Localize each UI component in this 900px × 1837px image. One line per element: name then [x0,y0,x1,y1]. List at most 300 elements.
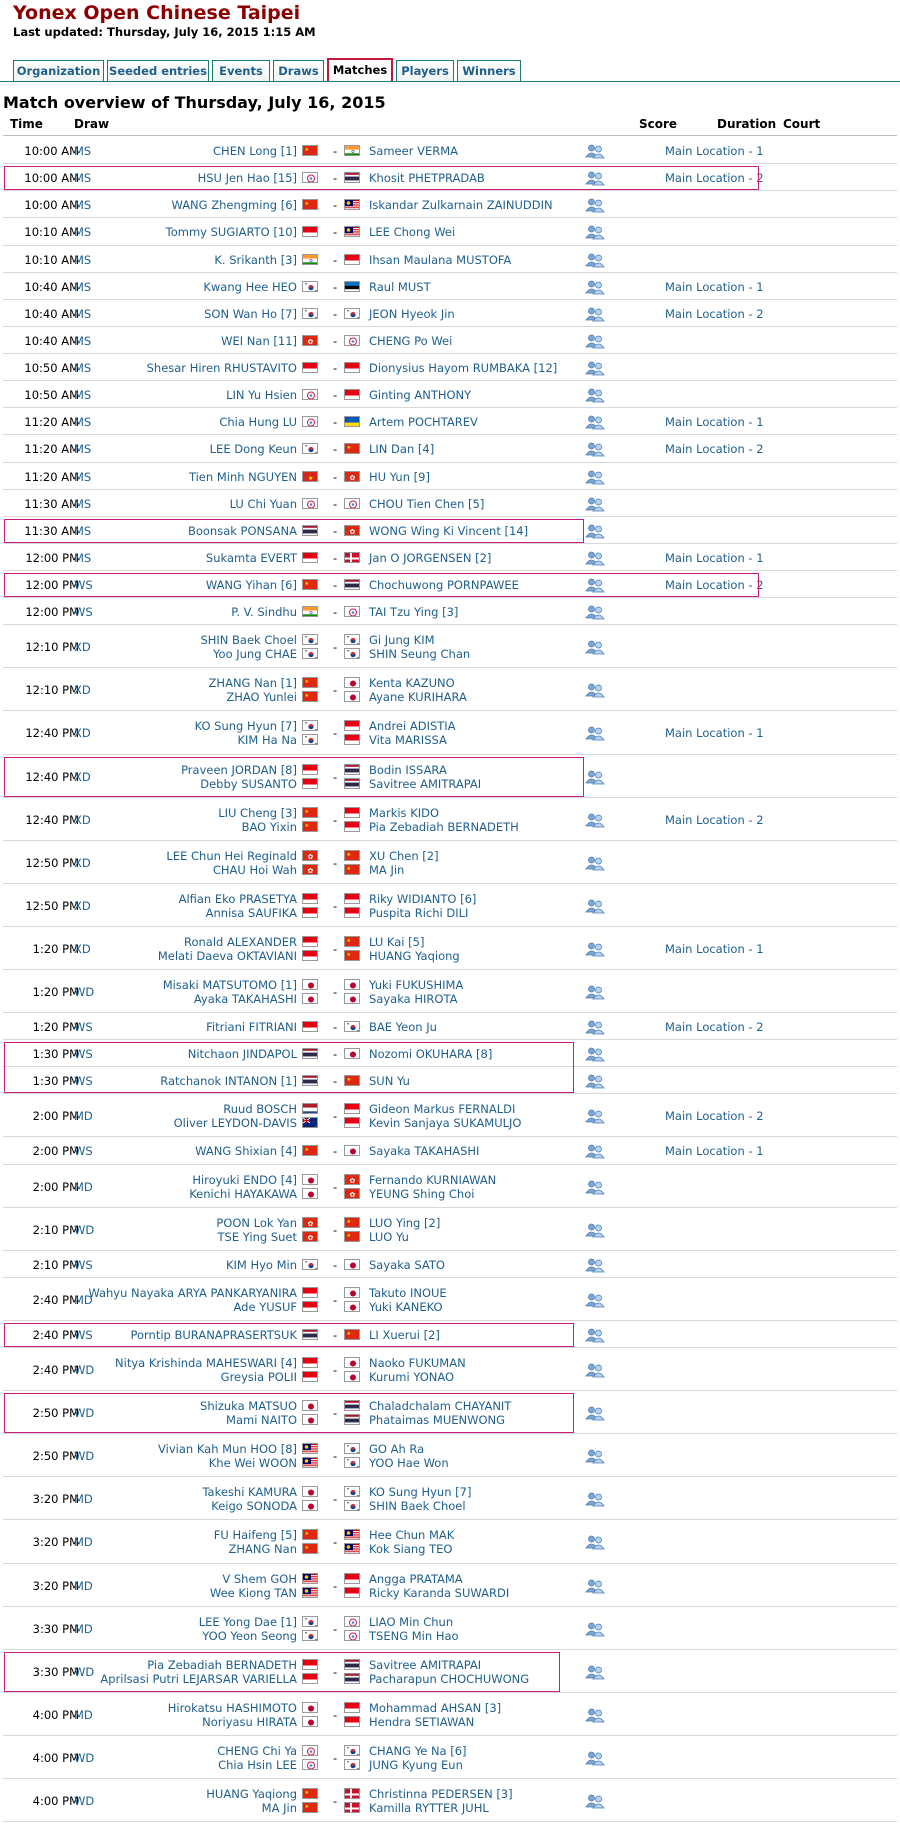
court-link[interactable]: Main Location - 1 [665,726,764,740]
player-2-link[interactable]: Riky WIDIANTO [6] [369,891,477,906]
head-to-head-icon[interactable] [585,1793,605,1809]
kor-flag-icon [344,1745,360,1756]
svg-text:★: ★ [346,1232,351,1239]
head-to-head-icon[interactable] [585,1534,605,1550]
match-row [3,1693,897,1736]
draw-link[interactable]: WD [74,1664,95,1679]
player-1-link[interactable]: Greysia POLII [220,1369,297,1384]
player-1-link[interactable]: Alfian Eko PRASETYA [178,891,297,906]
draw-link[interactable]: MS [74,550,92,565]
head-to-head-icon[interactable] [585,360,605,376]
player-1-link[interactable]: BAO Yixin [241,819,297,834]
draw-link[interactable]: MD [74,1621,93,1636]
player-1-link[interactable]: YOO Yeon Seong [202,1628,297,1643]
head-to-head-icon[interactable] [585,1664,605,1680]
head-to-head-icon[interactable] [585,898,605,914]
player-2-link[interactable]: SUN Yu [369,1073,410,1088]
court-link[interactable]: Main Location - 2 [665,577,764,592]
player-2-link[interactable]: Raul MUST [369,279,431,294]
versus-dash: - [333,855,338,870]
svg-text:★: ★ [304,1545,309,1551]
player-2-link[interactable]: Khosit PHETPRADAB [369,170,485,185]
draw-link[interactable]: XD [74,769,91,784]
player-1-link[interactable]: Ade YUSUF [233,1299,297,1314]
player-1-link[interactable]: SON Wan Ho [7] [204,306,297,321]
match-row [3,1736,897,1779]
player-2-link[interactable]: YEUNG Shing Choi [369,1186,475,1201]
player-2-link[interactable]: SHIN Baek Choel [369,1498,466,1513]
svg-text:✿: ✿ [349,1176,356,1185]
court-link[interactable]: Main Location - 1 [665,279,764,294]
player-2-link[interactable]: Nozomi OKUHARA [8] [369,1046,493,1061]
player-2-link[interactable]: Chochuwong PORNPAWEE [369,577,519,592]
player-1-link[interactable]: Keigo SONODA [211,1498,297,1513]
head-to-head-icon[interactable] [585,306,605,322]
court-link[interactable]: Main Location - 2 [665,1019,764,1034]
svg-text:★: ★ [304,692,309,699]
head-to-head-icon[interactable] [585,387,605,403]
player-1-link[interactable]: LEE Chun Hei Reginald [166,848,297,863]
draw-link[interactable]: WS [74,1073,93,1088]
svg-text:★: ★ [346,1330,351,1337]
match-time: 1:20 PM [32,941,79,956]
chn-flag-icon [344,1217,360,1228]
player-2-link[interactable]: Gideon Markus FERNALDI [369,1101,516,1116]
draw-link[interactable]: MS [74,414,92,429]
head-to-head-icon[interactable] [585,469,605,485]
player-2-link[interactable]: Naoko FUKUMAN [369,1355,466,1370]
draw-link[interactable]: MS [74,496,92,511]
player-2-link[interactable]: Ricky Karanda SUWARDI [369,1585,510,1600]
player-2-link[interactable]: Puspita Richi DILI [369,905,469,920]
player-2-link[interactable]: Sayaka HIROTA [369,991,458,1006]
head-to-head-icon[interactable] [585,1491,605,1507]
player-2-link[interactable]: Hee Chun MAK [369,1528,455,1542]
player-1-link[interactable]: WEI Nan [11] [221,333,297,348]
player-1-link[interactable]: Fitriani FITRIANI [206,1019,297,1034]
player-1-link[interactable]: Boonsak PONSANA [187,523,297,538]
player-1-link[interactable]: Sukamta EVERT [205,550,297,565]
player-2-link[interactable]: Kamilla RYTTER JUHL [369,1800,489,1815]
player-1-link[interactable]: Ayaka TAKAHASHI [193,991,297,1006]
head-to-head-icon[interactable] [585,224,605,240]
player-1-link[interactable]: Wee Kiong TAN [209,1585,297,1600]
player-1-link[interactable]: FU Haifeng [5] [213,1528,297,1542]
court-link[interactable]: Main Location - 2 [665,1108,764,1123]
player-2-link[interactable]: Bodin ISSARA [369,762,447,777]
tab-seeded-entries[interactable]: Seeded entries [107,60,209,81]
player-2-link[interactable]: LIAO Min Chun [369,1614,454,1629]
player-1-link[interactable]: SHIN Baek Choel [200,632,297,647]
player-2-link[interactable]: Hendra SETIAWAN [369,1714,475,1729]
draw-link[interactable]: MD [74,1535,93,1549]
player-1-link[interactable]: KIM Hyo Min [225,1257,297,1272]
head-to-head-icon[interactable] [585,523,605,539]
court-link[interactable]: Main Location - 1 [665,143,764,158]
head-to-head-icon[interactable] [585,279,605,295]
player-1-link[interactable]: Melati Daeva OKTAVIANI [157,948,297,963]
player-2-link[interactable]: Vita MARISSA [369,733,447,747]
player-2-link[interactable]: WONG Wing Ki Vincent [14] [369,523,529,538]
draw-link[interactable]: XD [74,898,91,913]
player-2-link[interactable]: HU Yun [9] [369,469,430,484]
head-to-head-icon[interactable] [585,252,605,268]
jpn-flag-icon [344,1357,360,1368]
player-2-link[interactable]: Ihsan Maulana MUSTOFA [369,252,512,267]
player-1-link[interactable]: ZHAO Yunlei [226,689,297,704]
draw-link[interactable]: XD [74,855,91,870]
player-2-link[interactable]: Ginting ANTHONY [369,387,472,402]
player-2-link[interactable]: Savitree AMITRAPAI [369,1657,482,1672]
player-2-link[interactable]: SHIN Seung Chan [369,646,471,661]
player-2-link[interactable]: Ayane KURIHARA [369,689,467,704]
head-to-head-icon[interactable] [585,1621,605,1637]
player-2-link[interactable]: TAI Tzu Ying [3] [369,604,459,619]
player-2-link[interactable]: CHANG Ye Na [6] [369,1743,467,1758]
draw-link[interactable]: MS [74,252,92,267]
draw-link[interactable]: MS [74,225,92,239]
player-2-link[interactable]: GO Ah Ra [369,1441,425,1456]
player-2-link[interactable]: Christinna PEDERSEN [3] [369,1786,513,1801]
tab-events[interactable]: Events [212,60,270,81]
court-link[interactable]: Main Location - 2 [665,306,764,321]
draw-link[interactable]: MS [74,197,92,212]
draw-link[interactable]: MS [74,523,92,538]
player-2-link[interactable]: LU Kai [5] [369,934,425,949]
match-time: 1:20 PM [32,984,79,999]
head-to-head-icon[interactable] [585,682,605,698]
player-1-link[interactable]: TSE Ying Suet [217,1229,297,1244]
match-row [3,381,897,408]
court-link[interactable]: Main Location - 1 [665,941,764,956]
draw-link[interactable]: XD [74,941,91,956]
head-to-head-icon[interactable] [585,1046,605,1062]
draw-link[interactable]: WS [74,1257,93,1272]
player-2-link[interactable]: LI Xuerui [2] [369,1327,440,1342]
player-1-link[interactable]: Praveen JORDAN [8] [181,762,297,777]
draw-link[interactable]: WD [74,1362,95,1377]
player-1-link[interactable]: Oliver LEYDON-DAVIS [173,1115,297,1130]
head-to-head-icon[interactable] [585,1448,605,1464]
draw-link[interactable]: MS [74,143,92,158]
match-time: 3:30 PM [32,1621,79,1636]
player-2-link[interactable]: Kok Siang TEO [369,1542,453,1556]
player-1-link[interactable]: Ruud BOSCH [223,1101,297,1116]
head-to-head-icon[interactable] [585,1019,605,1035]
player-2-link[interactable]: TSENG Min Hao [369,1628,459,1643]
player-1-link[interactable]: Debby SUSANTO [200,776,297,791]
chn-flag-icon [302,1529,318,1540]
ind-flag-icon [344,145,360,156]
player-2-link[interactable]: Yuki FUKUSHIMA [369,977,464,992]
player-2-link[interactable]: Takuto INOUE [369,1285,447,1300]
player-1-link[interactable]: LIN Yu Hsien [226,387,297,402]
match-time: 12:00 PM [25,550,79,565]
player-1-link[interactable]: CHEN Long [1] [213,143,297,158]
player-1-link[interactable]: ZHANG Nan [228,1542,297,1556]
draw-link[interactable]: WD [74,1793,95,1808]
player-1-link[interactable]: CHENG Chi Ya [217,1743,297,1758]
player-1-link[interactable]: Tommy SUGIARTO [10] [165,225,297,239]
court-link[interactable]: Main Location - 1 [665,414,764,429]
draw-link[interactable]: MS [74,279,92,294]
player-2-link[interactable]: Pacharapun CHOCHUWONG [369,1671,530,1686]
player-2-link[interactable]: Mohammad AHSAN [3] [369,1700,502,1715]
draw-link[interactable]: WD [74,984,95,999]
player-2-link[interactable]: Pia Zebadiah BERNADETH [369,819,519,834]
head-to-head-icon[interactable] [585,941,605,957]
head-to-head-icon[interactable] [585,1292,605,1308]
tab-players[interactable]: Players [396,60,454,81]
player-2-link[interactable]: YOO Hae Won [369,1455,449,1470]
draw-link[interactable]: XD [74,726,91,740]
head-to-head-icon[interactable] [585,496,605,512]
player-2-link[interactable]: LIN Dan [4] [369,442,435,456]
head-to-head-icon[interactable] [585,333,605,349]
hkg-flag-icon [302,1217,318,1228]
player-1-link[interactable]: Nitchaon JINDAPOL [187,1046,297,1061]
court-link[interactable]: Main Location - 2 [665,442,764,456]
draw-link[interactable]: WD [74,1750,95,1765]
draw-link[interactable]: MS [74,170,92,185]
player-1-link[interactable]: ZHANG Nan [1] [208,675,297,690]
court-link[interactable]: Main Location - 1 [665,1144,764,1158]
mas-flag-icon [302,1587,318,1598]
jpn-flag-icon [302,1716,318,1727]
player-1-link[interactable]: Shizuka MATSUO [200,1398,297,1413]
draw-link[interactable]: XD [74,639,91,654]
player-1-link[interactable]: Ronald ALEXANDER [184,934,297,949]
player-2-link[interactable]: CHOU Tien Chen [5] [369,496,485,511]
head-to-head-icon[interactable] [585,143,605,159]
player-1-link[interactable]: Porntip BURANAPRASERTSUK [130,1327,297,1342]
player-2-link[interactable]: Dionysius Hayom RUMBAKA [12] [369,360,558,375]
head-to-head-icon[interactable] [585,1750,605,1766]
head-to-head-icon[interactable] [585,441,605,457]
head-to-head-icon[interactable] [585,1257,605,1273]
player-1-link[interactable]: Pia Zebadiah BERNADETH [147,1657,297,1672]
player-2-link[interactable]: LUO Ying [2] [369,1215,441,1230]
head-to-head-icon[interactable] [585,197,605,213]
court-link[interactable]: Main Location - 2 [665,812,764,827]
match-time: 4:00 PM [32,1793,79,1808]
draw-link[interactable]: WS [74,577,93,592]
draw-link[interactable]: WS [74,1144,93,1158]
head-to-head-icon[interactable] [585,1179,605,1195]
player-1-link[interactable]: Annisa SAUFIKA [205,905,297,920]
highlight-box [4,573,759,597]
draw-link[interactable]: XD [74,812,91,827]
player-1-link[interactable]: MA Jin [261,1800,297,1815]
player-1-link[interactable]: V Shem GOH [222,1571,297,1586]
tab-winners[interactable]: Winners [457,60,521,81]
court-link[interactable]: Main Location - 2 [665,170,764,185]
player-1-link[interactable]: WANG Yihan [6] [205,577,297,592]
player-2-link[interactable]: JUNG Kyung Eun [369,1757,463,1772]
player-1-link[interactable]: Nitya Krishinda MAHESWARI [4] [115,1355,297,1370]
player-1-link[interactable]: Vivian Kah Mun HOO [8] [158,1441,297,1456]
versus-dash: - [333,941,338,956]
draw-link[interactable]: MD [74,1108,93,1123]
draw-link[interactable]: MS [74,469,92,484]
hkg-flag-icon [302,864,318,875]
player-2-link[interactable]: HUANG Yaqiong [369,948,460,963]
head-to-head-icon[interactable] [585,769,605,785]
player-2-link[interactable]: Kurumi YONAO [369,1369,455,1384]
head-to-head-icon[interactable] [585,1327,605,1343]
player-2-link[interactable]: Gi Jung KIM [369,632,435,647]
player-1-link[interactable]: Tien Minh NGUYEN [188,469,297,484]
draw-link[interactable]: MD [74,1707,93,1722]
draw-link[interactable]: MS [74,333,92,348]
player-1-link[interactable]: Hiroyuki ENDO [4] [192,1172,297,1187]
player-2-link[interactable]: Phataimas MUENWONG [369,1412,506,1427]
head-to-head-icon[interactable] [585,855,605,871]
player-2-link[interactable]: Iskandar Zulkarnain ZAINUDDIN [369,197,553,212]
player-1-link[interactable]: WANG Shixian [4] [195,1144,297,1158]
head-to-head-icon[interactable] [585,639,605,655]
player-2-link[interactable]: CHENG Po Wei [369,333,453,348]
player-1-link[interactable]: Hirokatsu HASHIMOTO [167,1700,297,1715]
draw-link[interactable]: WS [74,1327,93,1342]
head-to-head-icon[interactable] [585,1578,605,1594]
match-row [3,1779,897,1822]
player-1-link[interactable]: Chia Hsin LEE [218,1757,297,1772]
player-2-link[interactable]: Fernando KURNIAWAN [369,1172,497,1187]
player-2-link[interactable]: Sayaka TAKAHASHI [369,1144,480,1158]
head-to-head-icon[interactable] [585,550,605,566]
player-2-link[interactable]: Jan O JORGENSEN [2] [369,550,492,565]
draw-link[interactable]: WS [74,604,93,619]
player-2-link[interactable]: Yuki KANEKO [369,1299,443,1314]
head-to-head-icon[interactable] [585,414,605,430]
draw-link[interactable]: MD [74,1179,93,1194]
mas-flag-icon [344,226,360,237]
player-1-link[interactable]: K. Srikanth [3] [214,252,297,267]
player-1-link[interactable]: P. V. Sindhu [231,604,297,619]
player-2-link[interactable]: Kenta KAZUNO [369,675,455,690]
head-to-head-icon[interactable] [585,725,605,741]
ina-flag-icon [302,893,318,904]
match-row [3,1094,897,1137]
player-1-link[interactable]: KIM Ha Na [237,733,297,747]
draw-link[interactable]: MS [74,387,92,402]
head-to-head-icon[interactable] [585,1362,605,1378]
player-2-link[interactable]: Savitree AMITRAPAI [369,776,482,791]
match-row [3,798,897,841]
ina-flag-icon [302,226,318,237]
player-1-link[interactable]: Shesar Hiren RHUSTAVITO [146,360,297,375]
player-2-link[interactable]: Markis KIDO [369,805,440,820]
head-to-head-icon[interactable] [585,1222,605,1238]
draw-link[interactable]: MD [74,1292,93,1307]
head-to-head-icon[interactable] [585,984,605,1000]
player-2-link[interactable]: XU Chen [2] [369,848,439,863]
kor-flag-icon [302,308,318,319]
highlight-box [4,1323,574,1347]
player-1-link[interactable]: Khe Wei WOON [208,1455,297,1470]
player-1-link[interactable]: Chia Hung LU [219,414,297,429]
head-to-head-icon[interactable] [585,1707,605,1723]
head-to-head-icon[interactable] [585,812,605,828]
tab-draws[interactable]: Draws [273,60,324,81]
draw-link[interactable]: MD [74,1578,93,1593]
head-to-head-icon[interactable] [585,1108,605,1124]
player-1-link[interactable]: Aprilsasi Putri LEJARSAR VARIELLA [100,1671,297,1686]
player-1-link[interactable]: LEE Yong Dae [1] [198,1614,297,1629]
player-2-link[interactable]: Andrei ADISTIA [369,719,456,733]
head-to-head-icon[interactable] [585,1405,605,1421]
svg-text:★: ★ [304,200,309,207]
match-row [3,711,897,755]
player-2-link[interactable]: Artem POCHTAREV [369,414,478,429]
player-1-link[interactable]: Kenichi HAYAKAWA [189,1186,297,1201]
player-1-link[interactable]: LEE Dong Keun [209,442,297,456]
player-2-link[interactable]: Sameer VERMA [369,143,458,158]
match-time: 4:00 PM [32,1750,79,1765]
court-link[interactable]: Main Location - 1 [665,550,764,565]
head-to-head-icon[interactable] [585,1143,605,1159]
player-1-link[interactable]: POON Lok Yan [216,1215,297,1230]
head-to-head-icon[interactable] [585,1073,605,1089]
player-1-link[interactable]: Mami NAITO [226,1412,297,1427]
kor-flag-icon [344,1759,360,1770]
draw-link[interactable]: MS [74,442,92,456]
player-1-link[interactable]: LU Chi Yuan [229,496,297,511]
draw-link[interactable]: WD [74,1222,95,1237]
draw-link[interactable]: WD [74,1405,95,1420]
player-1-link[interactable]: Kwang Hee HEO [203,279,297,294]
draw-link[interactable]: WS [74,1019,93,1034]
draw-link[interactable]: XD [74,682,91,697]
draw-link[interactable]: WD [74,1448,95,1463]
tab-matches[interactable]: Matches [327,58,393,81]
draw-link[interactable]: MS [74,360,92,375]
player-1-link[interactable]: Yoo Jung CHAE [213,646,297,661]
player-1-link[interactable]: KO Sung Hyun [7] [194,719,297,733]
player-2-link[interactable]: JEON Hyeok Jin [369,306,455,321]
player-2-link[interactable]: KO Sung Hyun [7] [369,1484,472,1499]
player-2-link[interactable]: Kevin Sanjaya SUKAMULJO [369,1115,522,1130]
player-2-link[interactable]: LEE Chong Wei [369,225,456,239]
player-1-link[interactable]: Noriyasu HIRATA [202,1714,297,1729]
tab-organization[interactable]: Organization [13,60,104,81]
player-1-link[interactable]: Ratchanok INTANON [1] [160,1073,297,1088]
draw-link[interactable]: MS [74,306,92,321]
head-to-head-icon[interactable] [585,604,605,620]
player-2-link[interactable]: Sayaka SATO [369,1257,445,1272]
player-1-link[interactable]: CHAU Hoi Wah [212,862,297,877]
player-1-link[interactable]: Takeshi KAMURA [202,1484,297,1499]
versus-dash: - [333,306,338,321]
player-1-link[interactable]: Misaki MATSUTOMO [1] [162,977,297,992]
player-1-link[interactable]: HSU Jen Hao [15] [197,170,297,185]
player-2-link[interactable]: Chaladchalam CHAYANIT [369,1398,512,1413]
kor-flag-icon [344,1457,360,1468]
player-2-link[interactable]: Angga PRATAMA [369,1571,463,1586]
player-2-link[interactable]: LUO Yu [369,1229,409,1244]
draw-link[interactable]: MD [74,1491,93,1506]
ina-flag-icon [302,936,318,947]
player-1-link[interactable]: HUANG Yaqiong [206,1786,297,1801]
player-1-link[interactable]: LIU Cheng [3] [218,805,297,820]
svg-text:★: ★ [304,678,309,685]
player-1-link[interactable]: WANG Zhengming [6] [171,197,297,212]
player-2-link[interactable]: BAE Yeon Ju [369,1019,437,1034]
draw-link[interactable]: WS [74,1046,93,1061]
player-1-link[interactable]: Wahyu Nayaka ARYA PANKARYANIRA [88,1285,297,1300]
player-2-link[interactable]: MA Jin [369,862,405,877]
